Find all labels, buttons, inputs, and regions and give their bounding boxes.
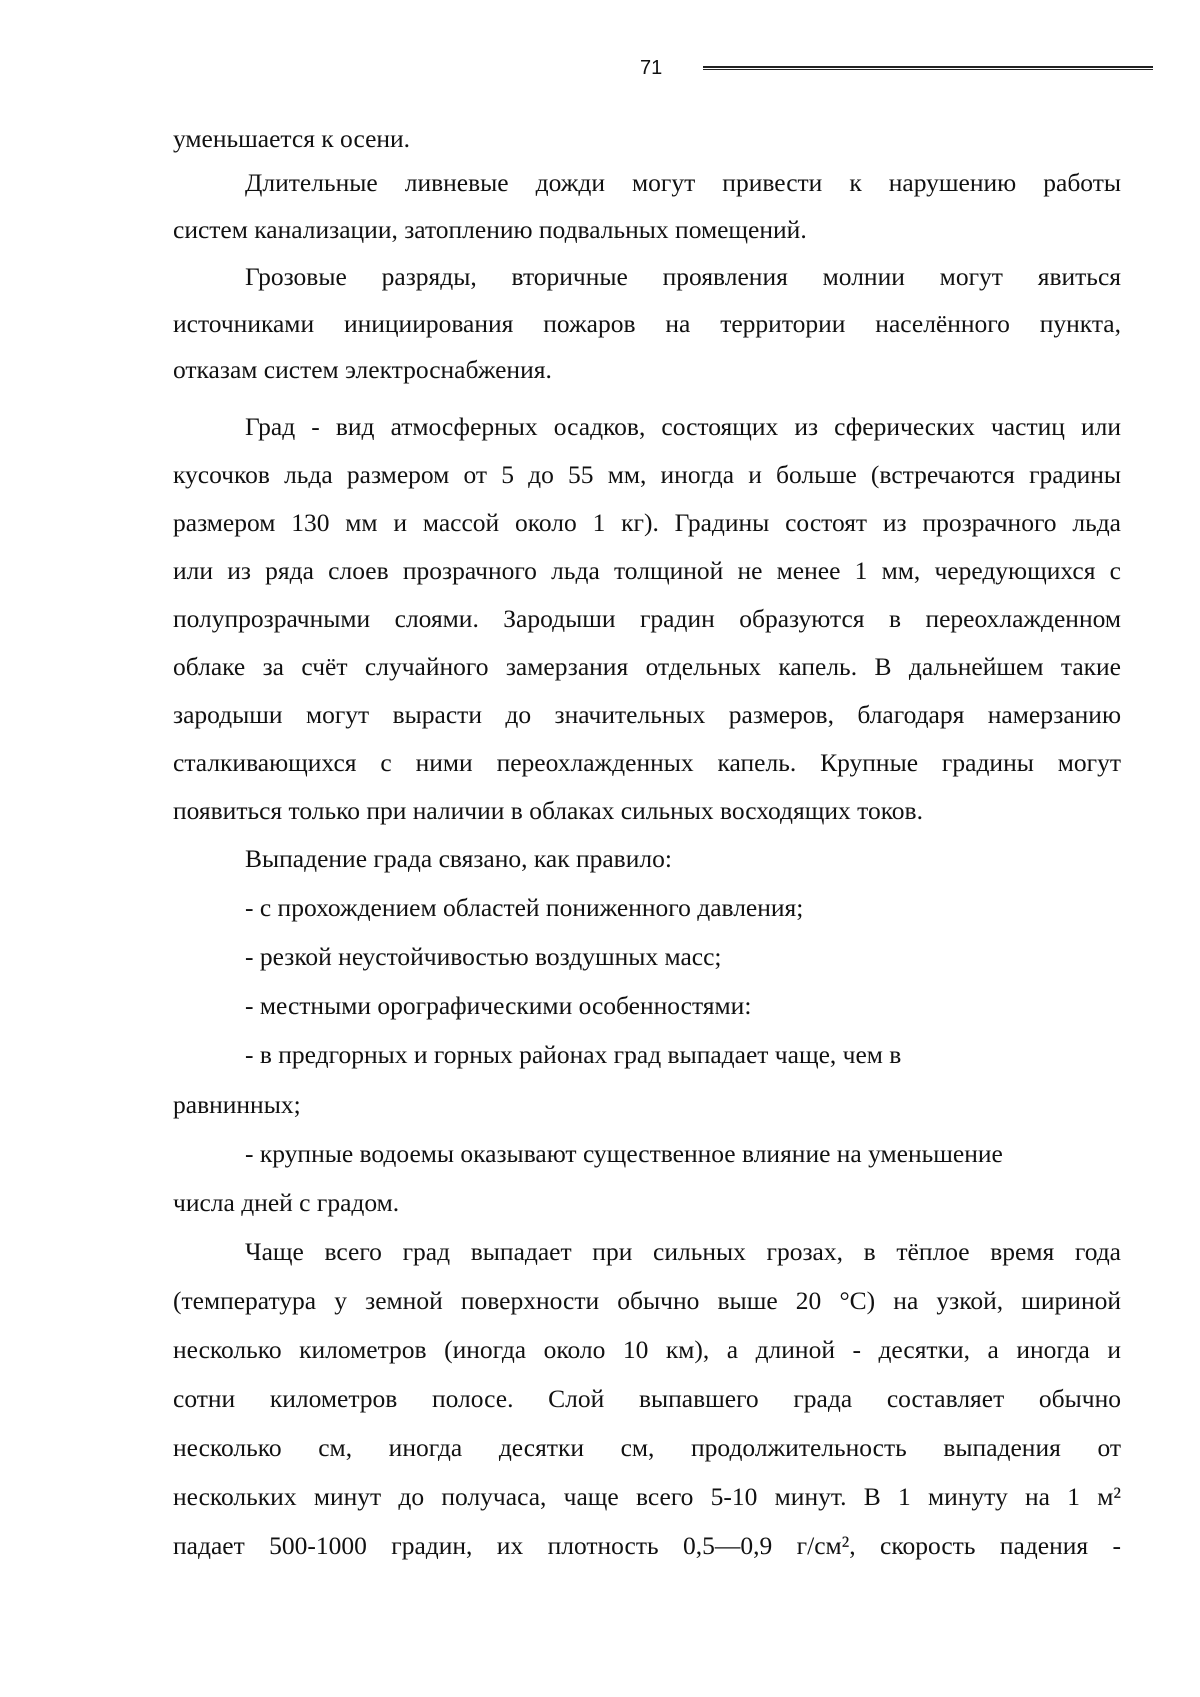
text-line: отказам систем электроснабжения. bbox=[173, 355, 552, 384]
text-line: (температура у земной поверхности обычно выше 20 °С) на узкой, шириной bbox=[173, 1286, 1121, 1315]
text-line: облаке за счёт случайного замерзания отдельных капель. В дальнейшем такие bbox=[173, 652, 1121, 681]
list-item: - крупные водоемы оказывают существенное влияние на уменьшение bbox=[245, 1139, 1003, 1168]
page-number: 71 bbox=[640, 57, 663, 79]
list-item: - с прохождением областей пониженного давления; bbox=[245, 893, 804, 922]
text-line: появиться только при наличии в облаках сильных восходящих токов. bbox=[173, 796, 923, 825]
text-line: уменьшается к осени. bbox=[173, 124, 411, 153]
text-line: систем канализации, затоплению подвальных помещений. bbox=[173, 215, 807, 244]
text-line: равнинных; bbox=[173, 1090, 301, 1119]
text-line: числа дней с градом. bbox=[173, 1188, 400, 1217]
text-line: зародыши могут вырасти до значительных размеров, благодаря намерзанию bbox=[173, 700, 1121, 729]
header-rule bbox=[703, 66, 1153, 70]
text-line: Выпадение града связано, как правило: bbox=[245, 844, 672, 873]
text-line: полупрозрачными слоями. Зародыши градин образуются в переохлажденном bbox=[173, 604, 1121, 633]
text-line: Чаще всего град выпадает при сильных грозах, в тёплое время года bbox=[245, 1237, 1121, 1266]
text-line: несколько см, иногда десятки см, продолжительность выпадения от bbox=[173, 1433, 1121, 1462]
text-line: размером 130 мм и массой около 1 кг). Градины состоят из прозрачного льда bbox=[173, 508, 1121, 537]
list-item: - местными орографическими особенностями: bbox=[245, 991, 752, 1020]
text-line: или из ряда слоев прозрачного льда толщиной не менее 1 мм, чередующихся с bbox=[173, 556, 1121, 585]
text-line: Длительные ливневые дожди могут привести к нарушению работы bbox=[245, 168, 1121, 197]
text-line: сталкивающихся с ними переохлажденных капель. Крупные градины могут bbox=[173, 748, 1121, 777]
text-line: Грозовые разряды, вторичные проявления молнии могут явиться bbox=[245, 262, 1121, 291]
text-line: сотни километров полосе. Слой выпавшего града составляет обычно bbox=[173, 1384, 1121, 1413]
text-line: падает 500-1000 градин, их плотность 0,5—0,9 г/см², скорость падения - bbox=[173, 1531, 1121, 1560]
text-line: нескольких минут до получаса, чаще всего 5-10 минут. В 1 минуту на 1 м² bbox=[173, 1482, 1121, 1511]
list-item: - в предгорных и горных районах град выпадает чаще, чем в bbox=[245, 1040, 902, 1069]
list-item: - резкой неустойчивостью воздушных масс; bbox=[245, 942, 722, 971]
text-line: источниками инициирования пожаров на территории населённого пункта, bbox=[173, 309, 1121, 338]
text-line: Град - вид атмосферных осадков, состоящих из сферических частиц или bbox=[245, 412, 1121, 441]
text-line: кусочков льда размером от 5 до 55 мм, иногда и больше (встречаются градины bbox=[173, 460, 1121, 489]
text-line: несколько километров (иногда около 10 км), а длиной - десятки, а иногда и bbox=[173, 1335, 1121, 1364]
